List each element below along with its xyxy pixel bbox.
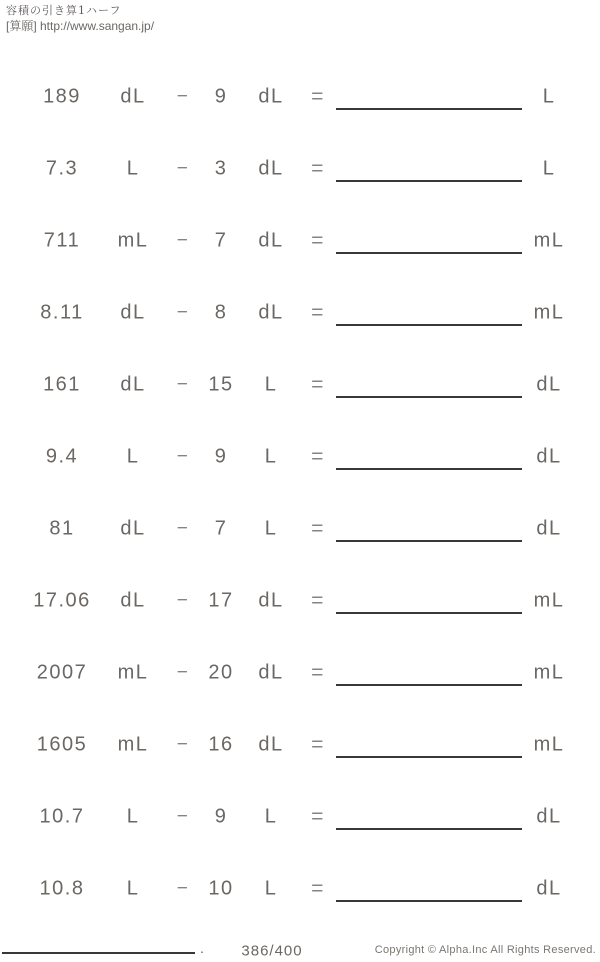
minus-sign: − [176,158,190,179]
result-unit: dL [536,877,562,900]
operand-2: 7 [214,517,228,540]
unit-2: L [264,373,278,396]
source-url: [算願] http://www.sangan.jp/ [6,19,155,33]
unit-2: L [264,517,278,540]
minus-sign: − [176,86,190,107]
problem-row [0,709,600,781]
operand-1: 2007 [36,661,88,684]
answer-blank-line[interactable] [336,468,522,470]
minus-sign: − [176,662,190,683]
equals-sign: = [311,589,325,612]
answer-blank-line[interactable] [336,396,522,398]
unit-2: L [264,877,278,900]
unit-2: dL [258,733,284,756]
minus-sign: − [176,806,190,827]
result-unit: L [542,85,556,108]
operand-2: 9 [214,805,228,828]
equals-sign: = [311,373,325,396]
result-unit: mL [533,589,565,612]
minus-sign: − [176,302,190,323]
page-number: 386/400 [241,942,303,960]
equals-sign: = [311,157,325,180]
equals-sign: = [311,517,325,540]
answer-blank-line[interactable] [336,684,522,686]
equals-sign: = [311,877,325,900]
operand-2: 10 [208,877,234,900]
unit-1: dL [120,517,146,540]
unit-2: dL [258,661,284,684]
operand-2: 8 [214,301,228,324]
answer-blank-line[interactable] [336,252,522,254]
minus-sign: − [176,590,190,611]
result-unit: mL [533,301,565,324]
operand-1: 8.11 [40,301,84,324]
minus-sign: − [176,518,190,539]
operand-1: 10.7 [39,805,85,828]
equals-sign: = [311,301,325,324]
unit-1: dL [120,373,146,396]
answer-blank-line[interactable] [336,180,522,182]
problem-row [0,565,600,637]
result-unit: dL [536,373,562,396]
unit-1: L [126,805,140,828]
problem-row [0,853,600,925]
result-unit: dL [536,517,562,540]
operand-2: 15 [208,373,234,396]
problem-row [0,61,600,133]
operand-2: 7 [214,229,228,252]
operand-2: 9 [214,445,228,468]
operand-1: 7.3 [45,157,79,180]
unit-1: dL [120,589,146,612]
name-line-period: . [200,940,204,956]
minus-sign: − [176,446,190,467]
answer-blank-line[interactable] [336,756,522,758]
result-unit: mL [533,733,565,756]
result-unit: L [542,157,556,180]
result-unit: mL [533,661,565,684]
operand-2: 16 [208,733,234,756]
operand-2: 9 [214,85,228,108]
answer-blank-line[interactable] [336,540,522,542]
result-unit: mL [533,229,565,252]
operand-1: 189 [43,85,81,108]
unit-2: dL [258,301,284,324]
equals-sign: = [311,445,325,468]
operand-1: 9.4 [45,445,79,468]
unit-1: mL [117,661,149,684]
answer-blank-line[interactable] [336,828,522,830]
problem-row [0,349,600,421]
equals-sign: = [311,661,325,684]
problem-row [0,133,600,205]
answer-blank-line[interactable] [336,900,522,902]
problem-row [0,421,600,493]
operand-2: 3 [214,157,228,180]
unit-1: L [126,877,140,900]
minus-sign: − [176,374,190,395]
equals-sign: = [311,229,325,252]
unit-2: dL [258,157,284,180]
name-blank-line[interactable] [2,952,195,954]
answer-blank-line[interactable] [336,612,522,614]
operand-1: 10.8 [39,877,85,900]
unit-2: dL [258,85,284,108]
unit-1: L [126,445,140,468]
worksheet-title: 容積の引き算1ハーフ [6,4,122,17]
unit-1: L [126,157,140,180]
operand-1: 711 [43,229,81,252]
copyright-notice: Copyright © Alpha.Inc All Rights Reserved. [374,944,596,956]
problem-row [0,205,600,277]
unit-1: mL [117,229,149,252]
minus-sign: − [176,230,190,251]
operand-2: 17 [208,589,234,612]
problem-row [0,277,600,349]
unit-1: mL [117,733,149,756]
operand-1: 161 [43,373,81,396]
minus-sign: − [176,878,190,899]
unit-2: dL [258,589,284,612]
unit-2: L [264,805,278,828]
minus-sign: − [176,734,190,755]
problem-row [0,637,600,709]
result-unit: dL [536,445,562,468]
unit-2: L [264,445,278,468]
answer-blank-line[interactable] [336,108,522,110]
equals-sign: = [311,85,325,108]
equals-sign: = [311,805,325,828]
operand-1: 81 [49,517,75,540]
unit-2: dL [258,229,284,252]
unit-1: dL [120,301,146,324]
result-unit: dL [536,805,562,828]
equals-sign: = [311,733,325,756]
operand-1: 1605 [36,733,88,756]
answer-blank-line[interactable] [336,324,522,326]
problem-row [0,493,600,565]
problem-row [0,781,600,853]
operand-1: 17.06 [33,589,91,612]
operand-2: 20 [208,661,234,684]
unit-1: dL [120,85,146,108]
